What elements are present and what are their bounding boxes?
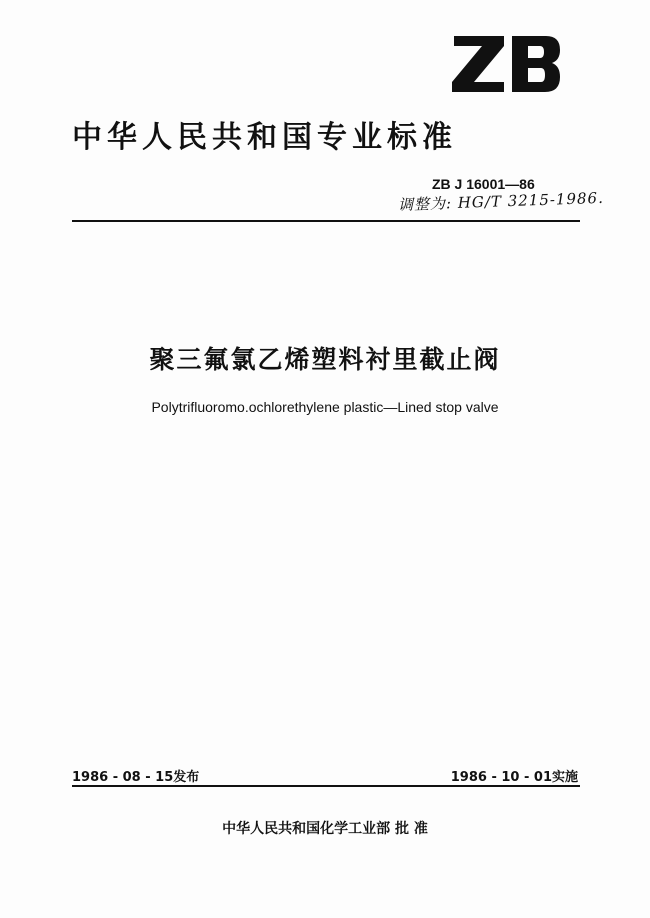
issue-date: 1986 - 08 - 15发布 [72,770,200,785]
approver-line: 中华人民共和国化学工业部 批 准 [222,821,428,837]
top-divider [72,220,580,222]
zb-standard-logo-icon [450,32,562,94]
bottom-divider [72,785,580,787]
document-title-en: Polytrifluoromo.ochlorethylene plastic—Lined stop valve [151,399,499,415]
implementation-date: 1986 - 10 - 01实施 [450,770,578,785]
document-title-zh: 聚三氟氯乙烯塑料衬里截止阀 [149,345,501,374]
handwritten-note: 调整为: HG/T 3215-1986. [397,188,605,214]
standard-code: ZB J 16001—86 [432,176,535,192]
logo-text: ZB [506,90,508,91]
standard-title: 中华人民共和国专业标准 [72,120,457,155]
